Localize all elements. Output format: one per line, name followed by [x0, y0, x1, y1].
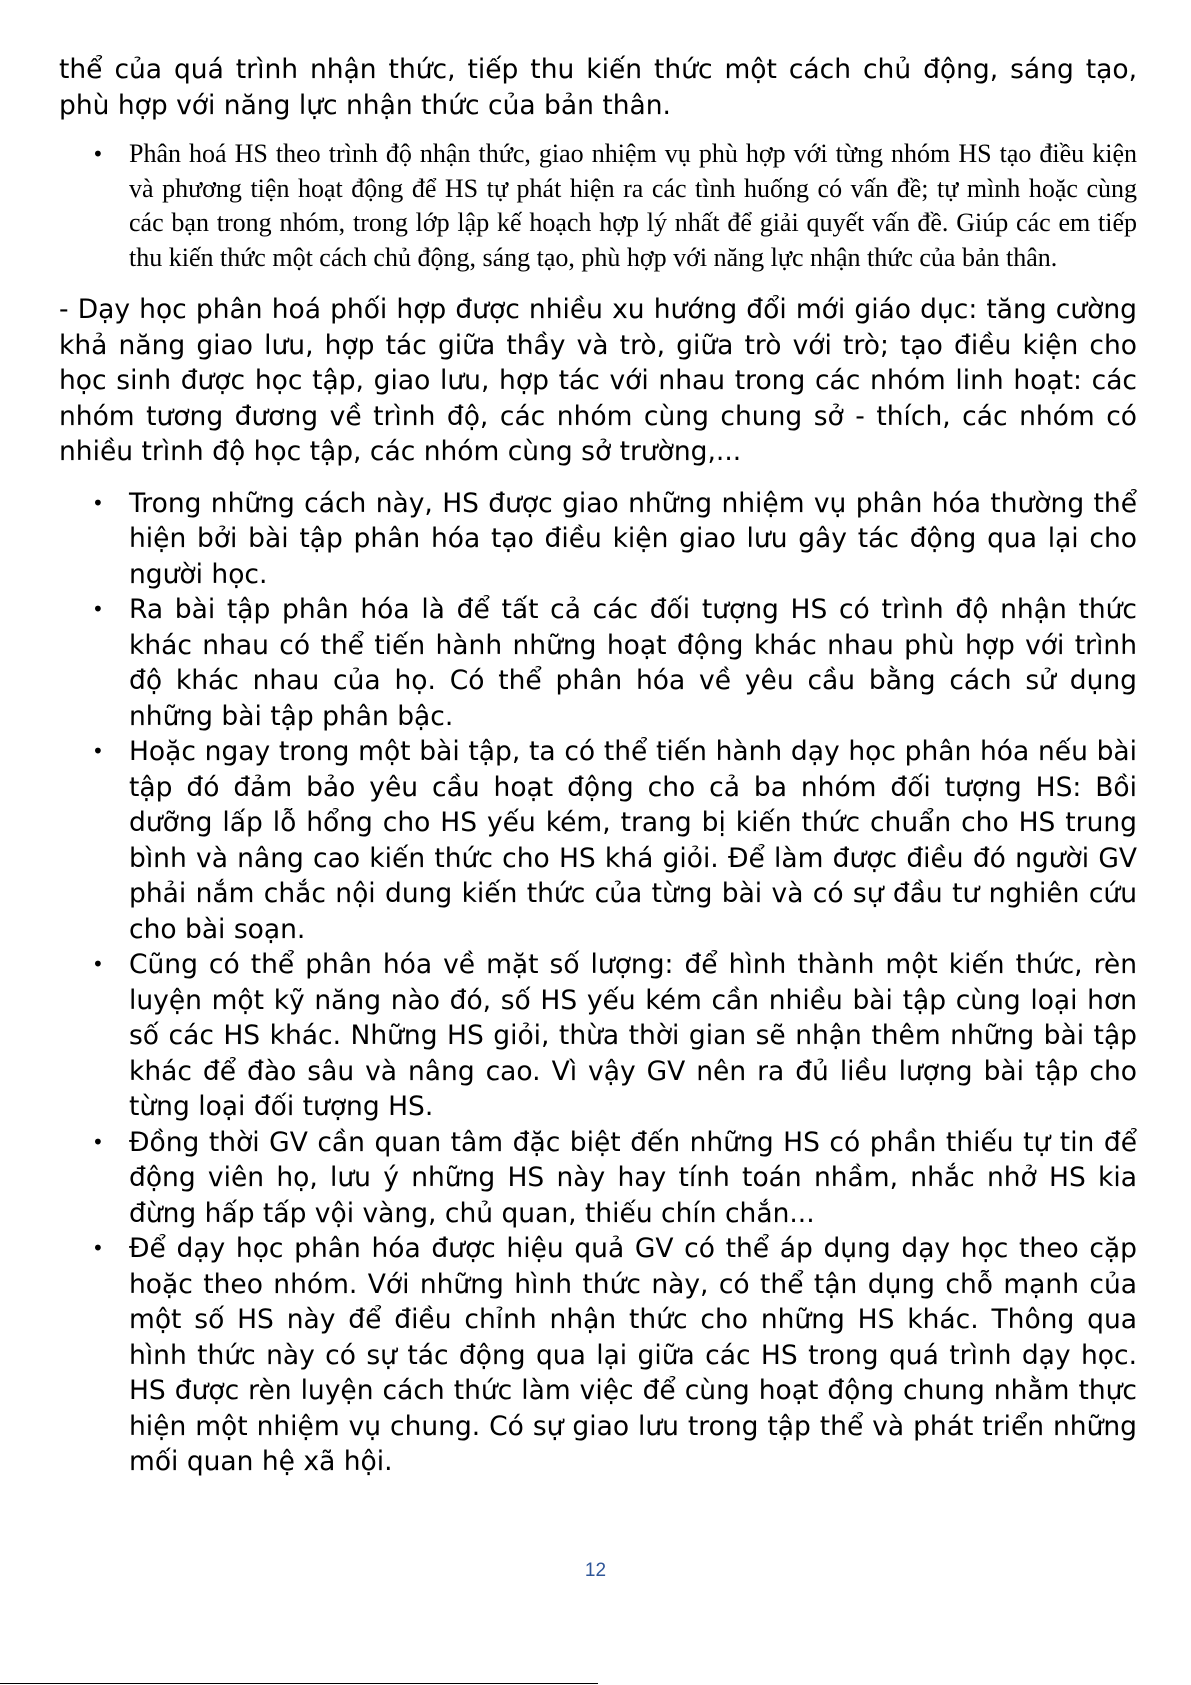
page-number: 12 — [584, 1560, 607, 1581]
list-item — [59, 137, 1137, 275]
list-item — [59, 947, 1137, 1125]
list-item — [59, 486, 1137, 593]
list-item-text: Đồng thời GV cần quan tâm đặc biệt đến những HS có phần thiếu tự tin để động viên họ, lưu ý những HS này hay tính toán nhầm, nhắc nhở HS kia đừng hấp tấp vội vàng, chủ quan, thiếu chín chắn... — [129, 1126, 1137, 1229]
bullet-icon: • — [92, 952, 104, 976]
bullet-icon: • — [92, 490, 104, 515]
serif-bullet-list — [59, 137, 1137, 275]
list-item-text: Trong những cách này, HS được giao những nhiệm vụ phân hóa thường thể hiện bởi bài tập phân hóa tạo điều kiện giao lưu gây tác động qua lại cho người học. — [129, 487, 1137, 590]
list-item — [59, 1125, 1137, 1232]
document-page — [59, 52, 1137, 1480]
dash-paragraph: - Dạy học phân hoá phối hợp được nhiều xu hướng đổi mới giáo dục: tăng cường khả năng giao lưu, hợp tác giữa thầy và trò, giữa trò với trò; tạo điều kiện cho học sinh được học tập, giao lưu, hợp tác với nhau trong các nhóm linh hoạt: các nhóm tương đương về trình độ, các nhóm cùng chung sở - thích, các nhóm có nhiều trình độ học tập, các nhóm cùng sở trường,... — [59, 294, 1137, 467]
list-item-text: Ra bài tập phân hóa là để tất cả các đối tượng HS có trình độ nhận thức khác nhau có thể tiến hành những hoạt động khác nhau phù hợp với trình độ khác nhau của họ. Có thể phân hóa về yêu cầu bằng cách sử dụng những bài tập phân bậc. — [129, 594, 1137, 732]
list-item — [59, 734, 1137, 947]
list-item — [59, 592, 1137, 734]
list-item-text: Hoặc ngay trong một bài tập, ta có thể tiến hành dạy học phân hóa nếu bài tập đó đảm bảo yêu cầu hoạt động cho cả ba nhóm đối tượng HS: Bồi dưỡng lấp lỗ hổng cho HS yếu kém, trang bị kiến thức chuẩn cho HS trung bình và nâng cao kiến thức cho HS khá giỏi. Để làm được điều đó người GV phải nắm chắc nội dung kiến thức của từng bài và có sự đầu tư nghiên cứu cho bài soạn. — [129, 736, 1137, 945]
list-item-text: Phân hoá HS theo trình độ nhận thức, giao nhiệm vụ phù hợp với từng nhóm HS tạo điều kiện và phương tiện hoạt động để HS tự phát hiện ra các tình huống có vấn đề; tự mình hoặc cùng các bạn trong nhóm, trong lớp lập kế hoạch hợp lý nhất để giải quyết vấn đề. Giúp các em tiếp thu kiến thức một cách chủ động, sáng tạo, phù hợp với năng lực nhận thức của bản thân. — [129, 139, 1137, 272]
bullet-icon: • — [92, 142, 104, 166]
bullet-icon: • — [92, 1129, 104, 1154]
bullet-icon: • — [92, 597, 104, 621]
bullet-list — [59, 486, 1137, 1480]
list-item-text: Cũng có thể phân hóa về mặt số lượng: để hình thành một kiến thức, rèn luyện một kỹ năng nào đó, số HS yếu kém cần nhiều bài tập cùng loại hơn số các HS khác. Những HS giỏi, thừa thời gian sẽ nhận thêm những bài tập khác để đào sâu và nâng cao. Vì vậy GV nên ra đủ liều lượng bài tập cho từng loại đối tượng HS. — [129, 949, 1137, 1122]
footer-divider — [0, 1683, 598, 1684]
bullet-icon: • — [92, 1236, 104, 1260]
list-item-text: Để dạy học phân hóa được hiệu quả GV có thể áp dụng dạy học theo cặp hoặc theo nhóm. Với những hình thức này, có thể tận dụng chỗ mạnh của một số HS này để điều chỉnh nhận thức cho những HS khác. Thông qua hình thức này có sự tác động qua lại giữa các HS trong quá trình dạy học. HS được rèn luyện cách thức làm việc để cùng hoạt động chung nhằm thực hiện một nhiệm vụ chung. Có sự giao lưu trong tập thể và phát triển những mối quan hệ xã hội. — [129, 1233, 1137, 1477]
bullet-icon: • — [92, 739, 104, 763]
intro-paragraph: thể của quá trình nhận thức, tiếp thu kiến thức một cách chủ động, sáng tạo, phù hợp với năng lực nhận thức của bản thân. — [59, 54, 1137, 121]
list-item — [59, 1231, 1137, 1480]
